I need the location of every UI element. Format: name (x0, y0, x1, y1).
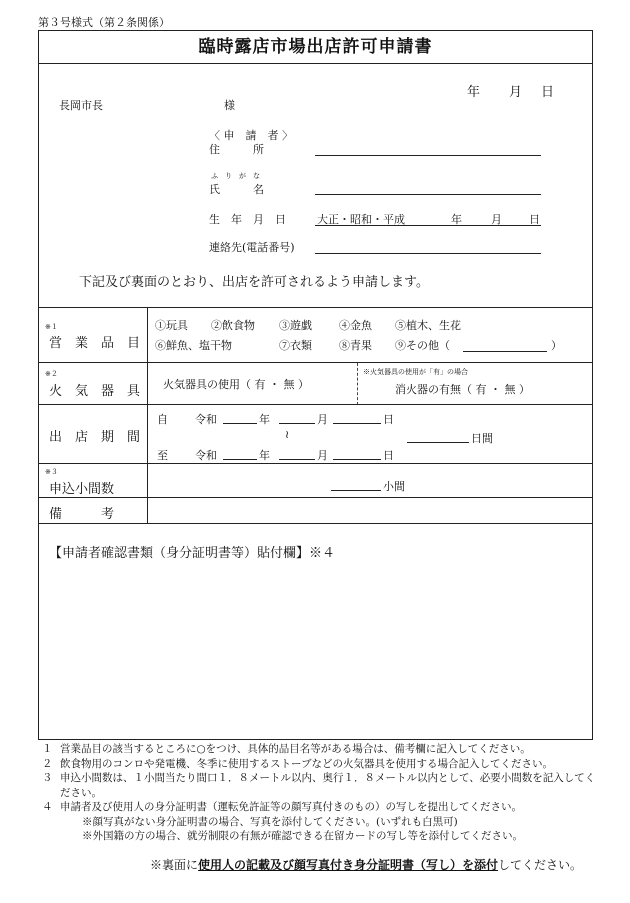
note-item: ２ 飲食物用のコンロや発電機、冬季に使用するストーブなどの火気器具を使用する場合記入してください。 (42, 757, 553, 770)
fire-mark: ※２ (45, 370, 58, 378)
note-item: １ 営業品目の該当するところに○をつけ、具体的品目名等がある場合は、備考欄に記入してください。 (42, 743, 531, 755)
to-day: 日 (383, 449, 394, 462)
contact-label: 連絡先(電話番号) (209, 241, 295, 254)
from-month: 月 (317, 413, 328, 426)
name-field[interactable] (315, 194, 541, 195)
birth-year: 年 (451, 213, 462, 226)
birthdate-label: 生 年 月 日 (209, 213, 286, 226)
item-goldfish[interactable]: ④金魚 (339, 319, 372, 332)
period-tilde: ≀ (285, 428, 290, 441)
item-toys[interactable]: ①玩具 (155, 319, 188, 332)
remarks-row (39, 497, 592, 523)
note-item: ３ 申込小間数は、１小間当たり間口１．８メートル以内、奥行１．８メートル以内として、必要小間数を記入してください。 (42, 772, 596, 799)
from-year: 年 (259, 413, 270, 426)
from-era: 令和 (195, 413, 217, 426)
period-to: 至 (157, 449, 168, 462)
note-item: ４ 申請者及び使用人の身分証明書（運転免許証等の顔写真付きのもの）の写しを提出してください。 (42, 801, 522, 813)
business-label: 営 業 品 目 (49, 336, 141, 351)
date-year: 年 (467, 85, 481, 100)
applicant-heading: 〈 申 請 者 〉 (209, 129, 293, 142)
item-games[interactable]: ③遊戯 (279, 319, 312, 332)
application-form (38, 30, 593, 740)
addressee-honorific: 様 (224, 99, 235, 112)
fire-equipment-row (39, 362, 592, 404)
notes-section (42, 742, 597, 844)
subnote-foreign: ※外国籍の方の場合、就労制限の有無が確認できる在留カードの写し等を添付してください。 (82, 830, 523, 842)
from-year-field[interactable] (223, 423, 257, 424)
period-from: 自 (157, 413, 168, 426)
date-day: 日 (541, 85, 555, 100)
name-label: 氏 名 (209, 183, 264, 196)
item-seafood[interactable]: ⑥鮮魚、塩干物 (155, 339, 232, 352)
back-side-emphasis: 使用人の記載及び顔写真付き身分証明書（写し）を添付 (198, 858, 499, 872)
period-row (39, 404, 592, 463)
fire-label: 火 気 器 具 (49, 384, 141, 399)
back-side-instruction: ※裏面に使用人の記載及び顔写真付き身分証明書（写し）を添付してください。 (150, 858, 583, 872)
item-produce[interactable]: ⑧青果 (339, 339, 372, 352)
birth-day: 日 (529, 213, 540, 226)
attachment-heading: 【申請者確認書類（身分証明書等）貼付欄】※４ (49, 546, 336, 561)
item-other-close: ） (551, 339, 562, 352)
booths-unit: 小間 (383, 480, 405, 493)
phone-field[interactable] (315, 253, 541, 254)
booths-mark: ※３ (45, 468, 58, 476)
booths-row (39, 463, 592, 497)
business-mark: ※１ (45, 323, 58, 331)
business-items-row (39, 307, 592, 362)
date-month: 月 (509, 85, 523, 100)
remarks-field[interactable] (151, 500, 587, 520)
item-other[interactable]: ⑨その他（ (395, 339, 450, 352)
booths-label: 申込小間数 (49, 482, 115, 497)
furigana-label: ふ り が な (211, 172, 260, 180)
attachment-area (39, 523, 592, 739)
to-month-field[interactable] (279, 459, 315, 460)
other-item-field[interactable] (463, 351, 547, 352)
from-day-field[interactable] (333, 423, 381, 424)
fire-usage[interactable]: 火気器具の使用（ 有 ・ 無 ） (163, 378, 309, 391)
from-day: 日 (383, 413, 394, 426)
remarks-label: 備 考 (49, 507, 115, 522)
birth-month: 月 (491, 213, 502, 226)
address-label: 住 所 (209, 143, 264, 156)
item-plants[interactable]: ⑤植木、生花 (395, 319, 461, 332)
to-year-field[interactable] (223, 459, 257, 460)
to-era: 令和 (195, 449, 217, 462)
to-day-field[interactable] (333, 459, 381, 460)
days-unit: 日間 (471, 432, 493, 445)
to-month: 月 (317, 449, 328, 462)
extinguisher-status[interactable]: 消火器の有無（ 有 ・ 無 ） (395, 383, 530, 396)
fire-note: ※火気器具の使用が「有」の場合 (363, 368, 468, 376)
form-number-label: 第３号様式（第２条関係） (38, 16, 170, 29)
booths-field[interactable] (331, 490, 381, 491)
subnote-photo: ※顔写真がない身分証明書の場合、写真を添付してください。(いずれも白黒可) (82, 815, 458, 828)
period-label: 出 店 期 間 (49, 430, 141, 445)
request-statement: 下記及び裏面のとおり、出店を許可されるよう申請します。 (79, 275, 429, 290)
birthdate-field[interactable] (315, 225, 541, 226)
birth-eras[interactable]: 大正・昭和・平成 (317, 213, 405, 226)
to-year: 年 (259, 449, 270, 462)
from-month-field[interactable] (279, 423, 315, 424)
address-field[interactable] (315, 155, 541, 156)
item-food[interactable]: ②飲食物 (211, 319, 255, 332)
form-title: 臨時露店市場出店許可申請書 (39, 31, 592, 64)
item-clothing[interactable]: ⑦衣類 (279, 339, 312, 352)
days-field[interactable] (407, 442, 469, 443)
addressee-name: 長岡市長 (59, 99, 103, 112)
